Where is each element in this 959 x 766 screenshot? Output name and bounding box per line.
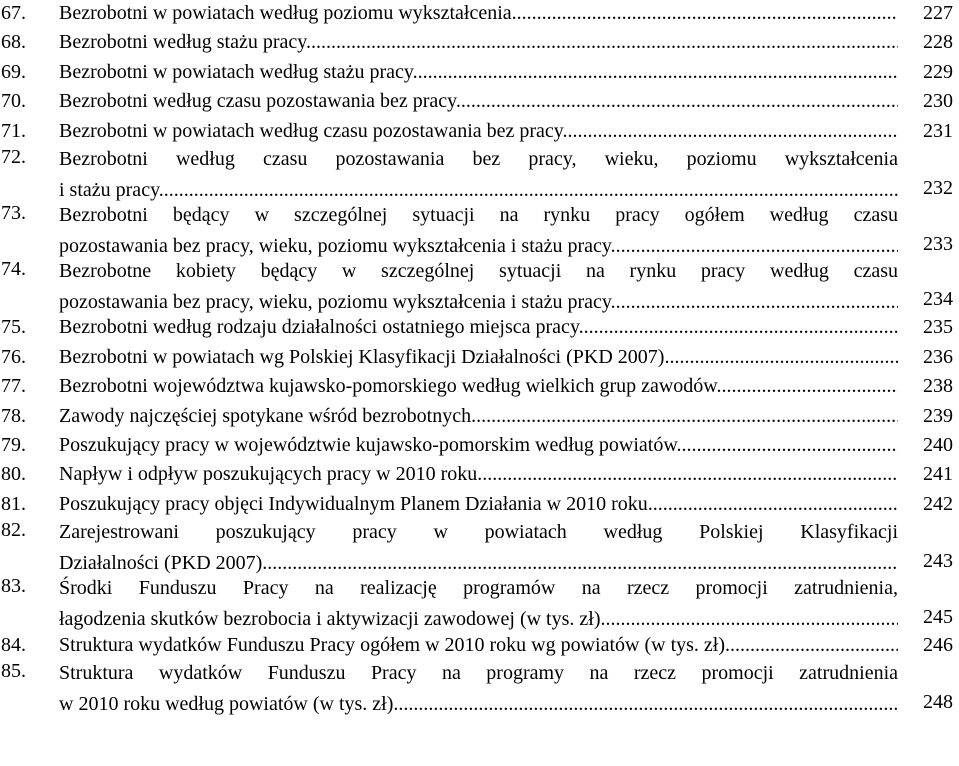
toc-entry <box>0 29 959 58</box>
entry-title-line-1: Środki Funduszu Pracy na realizację programów na rzecz promocji zatrudnienia, <box>59 576 898 599</box>
toc-entry <box>0 403 959 432</box>
entry-title-line-2: i stażu pracy ..... <box>59 175 898 206</box>
entry-page: 246 <box>923 633 953 656</box>
entry-number: 83. <box>1 574 26 597</box>
entry-page: 233 <box>923 232 953 255</box>
entry-page: 236 <box>923 345 953 368</box>
entry-title: Bezrobotni województwa kujawsko-pomorskiego według wielkich grup zawodów ..... <box>59 373 898 403</box>
entry-title: Bezrobotni w powiatach według czasu pozostawania bez pracy ..... <box>59 118 898 148</box>
entry-title <box>59 144 898 206</box>
entry-number: 80. <box>1 463 26 486</box>
entry-number: 82. <box>1 519 26 542</box>
entry-number: 67. <box>1 2 26 24</box>
entry-title: Struktura wydatków Funduszu Pracy ogółem w 2010 roku wg powiatów (w tys. zł) ..... <box>59 632 898 662</box>
entry-title-line-2: pozostawania bez pracy, wieku, poziomu wykształcenia i stażu pracy ..... <box>59 287 898 318</box>
entry-page: 235 <box>923 316 953 339</box>
toc-entry <box>0 144 959 203</box>
entry-title-line-2: pozostawania bez pracy, wieku, poziomu wykształcenia i stażu pracy ..... <box>59 231 898 262</box>
entry-title-line-1: Bezrobotni według czasu pozostawania bez pracy, wieku, poziomu wykształcenia <box>59 147 898 170</box>
entry-title <box>59 200 898 262</box>
toc-entry <box>0 256 959 315</box>
entry-page: 248 <box>923 690 953 713</box>
entry-number: 79. <box>1 433 26 456</box>
toc-entry <box>0 373 959 402</box>
entry-title-line-1: Struktura wydatków Funduszu Pracy na programy na rzecz promocji zatrudnienia <box>59 662 898 685</box>
entry-page: 228 <box>923 31 953 54</box>
entry-title-line-2: Działalności (PKD 2007) ..... <box>59 548 898 579</box>
entry-number: 73. <box>1 201 26 224</box>
toc-entry <box>0 573 959 632</box>
toc-entry <box>0 0 959 29</box>
entry-number: 71. <box>1 119 26 142</box>
toc-entry <box>0 658 959 717</box>
entry-title: Poszukujący pracy w województwie kujawsko-pomorskim według powiatów ..... <box>59 432 898 462</box>
entry-title-line-2: w 2010 roku według powiatów (w tys. zł) ..... <box>59 689 898 720</box>
toc-entry <box>0 432 959 461</box>
entry-title <box>59 573 898 635</box>
entry-page: 229 <box>923 60 953 83</box>
entry-number: 84. <box>1 633 26 656</box>
entry-title: Bezrobotni w powiatach według poziomu wykształcenia ..... <box>59 0 898 30</box>
entry-title: Bezrobotni według czasu pozostawania bez pracy ..... <box>59 88 898 118</box>
entry-number: 76. <box>1 345 26 368</box>
toc-entry <box>0 517 959 576</box>
entry-page: 231 <box>923 119 953 142</box>
entry-number: 85. <box>1 660 26 683</box>
entry-page: 234 <box>923 288 953 311</box>
entry-number: 70. <box>1 90 26 113</box>
entry-title: Bezrobotni w powiatach wg Polskiej Klasyfikacji Działalności (PKD 2007) ..... <box>59 344 898 374</box>
entry-title: Poszukujący pracy objęci Indywidualnym Planem Działania w 2010 roku ..... <box>59 491 898 521</box>
entry-title-line-1: Zarejestrowani poszukujący pracy w powiatach według Polskiej Klasyfikacji <box>59 521 898 544</box>
entry-number: 81. <box>1 492 26 515</box>
toc-entry <box>0 88 959 117</box>
entry-title <box>59 256 898 318</box>
entry-title: Bezrobotni według rodzaju działalności ostatniego miejsca pracy ..... <box>59 314 898 344</box>
toc-entry <box>0 632 959 661</box>
entry-number: 75. <box>1 316 26 339</box>
entry-title: Bezrobotni w powiatach według stażu pracy ..... <box>59 59 898 89</box>
entry-title <box>59 517 898 579</box>
entry-page: 240 <box>923 433 953 456</box>
entry-page: 245 <box>923 605 953 628</box>
toc-entry <box>0 461 959 490</box>
entry-page: 238 <box>923 375 953 398</box>
entry-page: 227 <box>923 2 953 24</box>
entry-title: Zawody najczęściej spotykane wśród bezrobotnych ..... <box>59 403 898 433</box>
entry-page: 239 <box>923 404 953 427</box>
entry-number: 68. <box>1 31 26 54</box>
entry-page: 230 <box>923 90 953 113</box>
entry-number: 72. <box>1 145 26 168</box>
toc-entry <box>0 344 959 373</box>
entry-page: 243 <box>923 549 953 572</box>
entry-number: 77. <box>1 375 26 398</box>
entry-number: 78. <box>1 404 26 427</box>
toc-entry <box>0 314 959 343</box>
toc-entry <box>0 59 959 88</box>
entry-title-line-1: Bezrobotne kobiety będący w szczególnej sytuacji na rynku pracy według czasu <box>59 259 898 282</box>
toc-entry <box>0 200 959 259</box>
entry-number: 74. <box>1 257 26 280</box>
entry-page: 232 <box>923 176 953 199</box>
entry-title: Napływ i odpływ poszukujących pracy w 2010 roku ..... <box>59 461 898 491</box>
toc-entry <box>0 118 959 147</box>
entry-title-line-2: łagodzenia skutków bezrobocia i aktywizacji zawodowej (w tys. zł) ..... <box>59 604 898 635</box>
entry-title: Bezrobotni według stażu pracy ..... <box>59 29 898 59</box>
entry-title-line-1: Bezrobotni będący w szczególnej sytuacji na rynku pracy ogółem według czasu <box>59 203 898 226</box>
toc-entry <box>0 491 959 520</box>
entry-number: 69. <box>1 60 26 83</box>
entry-page: 242 <box>923 492 953 515</box>
entry-page: 241 <box>923 463 953 486</box>
entry-title <box>59 658 898 720</box>
